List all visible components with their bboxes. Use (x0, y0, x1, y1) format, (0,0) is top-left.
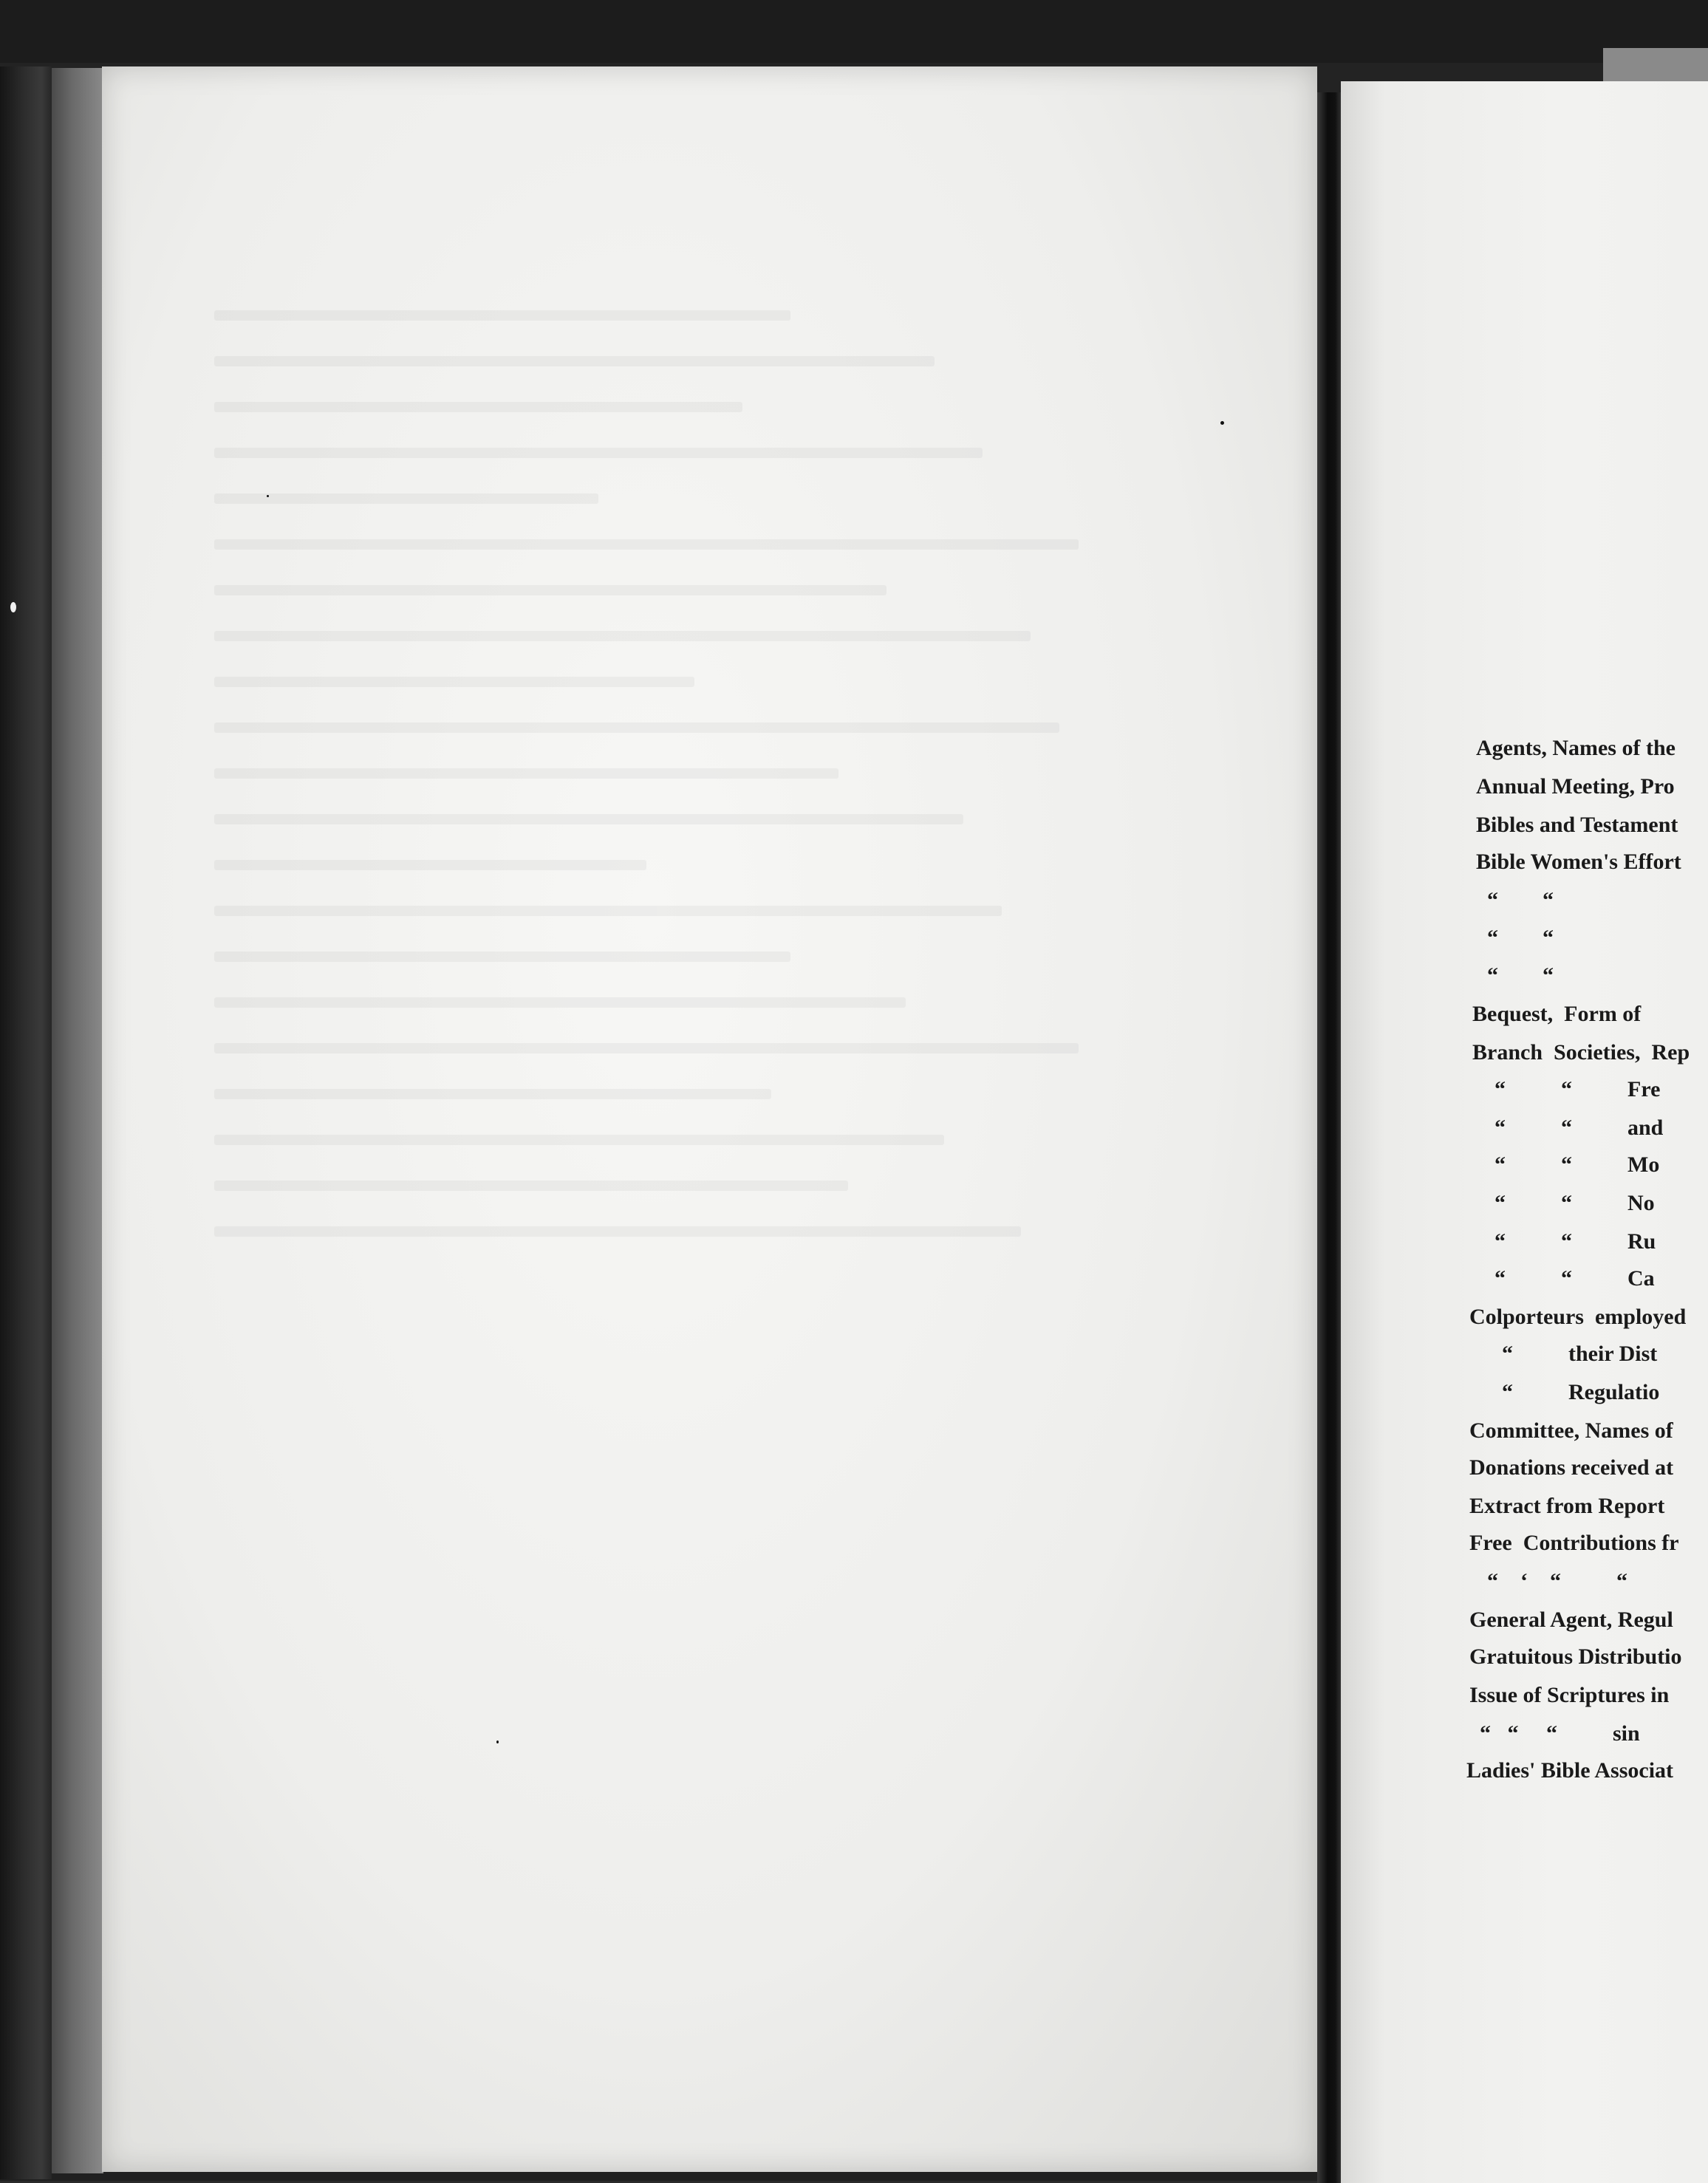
index-entry: Issue of Scriptures in (1469, 1683, 1670, 1707)
index-entry: Bible Women's Effort (1476, 850, 1681, 874)
index-entry: “ “ and (1494, 1116, 1664, 1140)
index-entry: “ “ Ca (1494, 1266, 1655, 1291)
index-entry: Branch Societies, Rep (1472, 1040, 1690, 1065)
index-entry: Agents, Names of the (1476, 736, 1675, 760)
book-gutter (1317, 92, 1343, 2183)
index-entry: Colporteurs employed (1469, 1305, 1687, 1329)
index-entry: Donations received at (1469, 1455, 1674, 1480)
index-entry: “ “ (1487, 888, 1554, 912)
index-entry: “ “ Fre (1494, 1077, 1661, 1101)
index-entry: “ “ “ sin (1480, 1721, 1640, 1746)
scan-speck (496, 1740, 499, 1743)
index-entry: Bibles and Testament (1476, 813, 1678, 837)
index-entry: “ Regulatio (1502, 1380, 1660, 1404)
index-entry: Gratuitous Distributio (1469, 1644, 1682, 1669)
index-entry: Bequest, Form of (1472, 1002, 1642, 1026)
index-entry: Committee, Names of (1469, 1418, 1673, 1443)
page-edges (52, 68, 103, 2173)
index-entry: Annual Meeting, Pro (1476, 774, 1675, 799)
index-entry: Free Contributions fr (1469, 1531, 1679, 1555)
scan-speck (1220, 421, 1224, 425)
index-entry: Extract from Report (1469, 1494, 1665, 1518)
index-entry: “ “ No (1494, 1191, 1655, 1215)
scan-top-border (0, 0, 1708, 63)
index-entry: “ “ Ru (1494, 1229, 1656, 1254)
scan-speck (267, 495, 269, 497)
scan-speck (10, 602, 16, 612)
index-entry: General Agent, Regul (1469, 1608, 1673, 1632)
show-through-text (214, 310, 1175, 1418)
right-page (1341, 81, 1708, 2183)
book-cover-edge (0, 66, 52, 2179)
index-entry: “ ‘ “ “ (1487, 1569, 1627, 1593)
index-entry: Ladies' Bible Associat (1466, 1758, 1674, 1783)
index-entry: “ their Dist (1502, 1342, 1658, 1366)
index-entry: “ “ (1487, 963, 1554, 988)
index-entry: “ “ (1487, 926, 1554, 950)
index-entry: “ “ Mo (1494, 1152, 1660, 1177)
